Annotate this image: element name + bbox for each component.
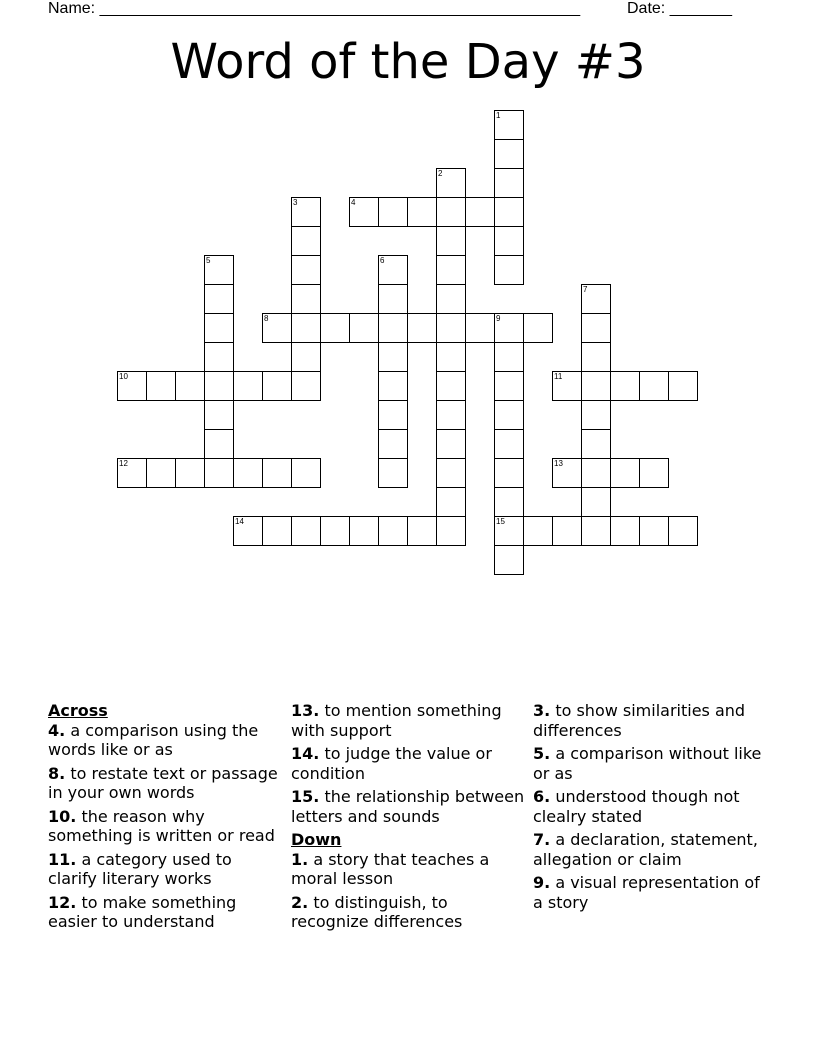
crossword-cell[interactable] <box>494 371 524 401</box>
crossword-cell[interactable] <box>494 516 524 546</box>
crossword-cell[interactable] <box>436 371 466 401</box>
clue-number: 3. <box>533 701 551 720</box>
crossword-cell[interactable] <box>436 458 466 488</box>
clue-text: a category used to clarify literary works <box>48 849 232 888</box>
cell-number: 3 <box>293 198 298 207</box>
crossword-cell[interactable] <box>494 342 524 372</box>
clue-number: 6. <box>533 787 551 806</box>
crossword-cell[interactable] <box>465 313 495 343</box>
clue-text: a story that teaches a moral lesson <box>291 849 490 888</box>
clue-number: 9. <box>533 873 551 892</box>
crossword-cell[interactable] <box>262 516 292 546</box>
crossword-cell[interactable] <box>436 516 466 546</box>
crossword-cell[interactable] <box>494 545 524 575</box>
crossword-cell[interactable] <box>291 516 321 546</box>
cell-number: 11 <box>554 372 563 381</box>
crossword-cell[interactable] <box>610 516 640 546</box>
clue-text: to judge the value or condition <box>291 744 492 783</box>
crossword-cell[interactable] <box>436 197 466 227</box>
crossword-cell[interactable] <box>581 371 611 401</box>
crossword-cell[interactable] <box>668 516 698 546</box>
cell-number: 7 <box>583 285 588 294</box>
clue-text: a declaration, statement, allegation or claim <box>533 830 758 869</box>
crossword-cell[interactable] <box>204 429 234 459</box>
clue-across-15 <box>291 787 526 826</box>
crossword-cell[interactable] <box>552 458 582 488</box>
crossword-cell[interactable] <box>436 342 466 372</box>
crossword-cell[interactable] <box>494 197 524 227</box>
across-heading: Across <box>48 701 108 720</box>
clue-down-1 <box>291 850 526 889</box>
clue-down-2 <box>291 893 526 932</box>
clue-across-11 <box>48 850 283 889</box>
crossword-cell[interactable] <box>117 458 147 488</box>
clue-text: to restate text or passage in your own words <box>48 763 278 802</box>
name-field-label: Name: ______________________________________________________ <box>48 0 581 17</box>
crossword-cell[interactable] <box>291 458 321 488</box>
clue-text: a comparison using the words like or as <box>48 720 259 759</box>
crossword-cell[interactable] <box>320 516 350 546</box>
clue-number: 14. <box>291 744 320 763</box>
clue-down-7 <box>533 830 768 869</box>
cell-number: 2 <box>438 169 443 178</box>
crossword-cell[interactable] <box>494 255 524 285</box>
crossword-cell[interactable] <box>581 313 611 343</box>
clue-number: 11. <box>48 849 77 869</box>
crossword-cell[interactable] <box>668 371 698 401</box>
crossword-cell[interactable] <box>204 400 234 430</box>
crossword-cell[interactable] <box>262 313 292 343</box>
crossword-cell[interactable] <box>639 516 669 546</box>
crossword-cell[interactable] <box>204 342 234 372</box>
clue-across-4 <box>48 721 283 760</box>
clue-across-12 <box>48 893 283 932</box>
crossword-cell[interactable] <box>378 313 408 343</box>
cell-number: 15 <box>496 517 505 526</box>
clue-text: a visual representation of a story <box>533 873 760 912</box>
clue-text: to show similarities and differences <box>533 701 746 740</box>
cell-number: 5 <box>206 256 211 265</box>
crossword-cell[interactable] <box>407 516 437 546</box>
clue-across-10 <box>48 807 283 846</box>
clue-number: 2. <box>291 892 309 912</box>
crossword-cell[interactable] <box>494 487 524 517</box>
clue-down-9 <box>533 873 768 912</box>
clue-number: 7. <box>533 830 551 849</box>
crossword-cell[interactable] <box>436 487 466 517</box>
crossword-cell[interactable] <box>233 458 263 488</box>
crossword-cell[interactable] <box>291 313 321 343</box>
crossword-cell[interactable] <box>175 371 205 401</box>
crossword-cell[interactable] <box>320 313 350 343</box>
clue-text: to distinguish, to recognize differences <box>291 892 463 931</box>
crossword-cell[interactable] <box>494 168 524 198</box>
clues-column-3 <box>533 701 768 916</box>
clue-text: the reason why something is written or read <box>48 806 275 845</box>
crossword-cell[interactable] <box>378 429 408 459</box>
clue-text: understood though not clealry stated <box>533 787 740 826</box>
crossword-cell[interactable] <box>378 284 408 314</box>
crossword-cell[interactable] <box>291 342 321 372</box>
cell-number: 12 <box>119 459 128 468</box>
crossword-cell[interactable] <box>204 284 234 314</box>
crossword-cell[interactable] <box>378 400 408 430</box>
clue-across-13 <box>291 701 526 740</box>
crossword-cell[interactable] <box>407 313 437 343</box>
clue-number: 4. <box>48 720 66 740</box>
cell-number: 6 <box>380 256 385 265</box>
crossword-cell[interactable] <box>204 255 234 285</box>
crossword-cell[interactable] <box>349 197 379 227</box>
crossword-cell[interactable] <box>436 284 466 314</box>
crossword-cell[interactable] <box>436 429 466 459</box>
crossword-cell[interactable] <box>639 458 669 488</box>
clue-number: 5. <box>533 744 551 763</box>
crossword-cell[interactable] <box>233 371 263 401</box>
crossword-cell[interactable] <box>378 342 408 372</box>
crossword-cell[interactable] <box>494 139 524 169</box>
cell-number: 13 <box>554 459 563 468</box>
clues-column-2 <box>291 701 526 936</box>
crossword-cell[interactable] <box>523 313 553 343</box>
clue-number: 13. <box>291 701 320 720</box>
clue-across-8 <box>48 764 283 803</box>
crossword-cell[interactable] <box>436 400 466 430</box>
crossword-cell[interactable] <box>610 371 640 401</box>
crossword-cell[interactable] <box>494 400 524 430</box>
crossword-cell[interactable] <box>262 371 292 401</box>
clue-down-6 <box>533 787 768 826</box>
crossword-cell[interactable] <box>378 371 408 401</box>
crossword-cell[interactable] <box>494 110 524 140</box>
clue-across-14 <box>291 744 526 783</box>
crossword-cell[interactable] <box>407 197 437 227</box>
clue-number: 8. <box>48 763 66 783</box>
crossword-cell[interactable] <box>175 458 205 488</box>
crossword-cell[interactable] <box>465 197 495 227</box>
crossword-cell[interactable] <box>436 255 466 285</box>
clue-text: a comparison without like or as <box>533 744 762 783</box>
cell-number: 1 <box>496 111 501 120</box>
crossword-cell[interactable] <box>291 255 321 285</box>
crossword-cell[interactable] <box>233 516 263 546</box>
crossword-cell[interactable] <box>378 197 408 227</box>
puzzle-title: Word of the Day #3 <box>170 34 646 90</box>
crossword-cell[interactable] <box>204 371 234 401</box>
crossword-cell[interactable] <box>378 255 408 285</box>
crossword-cell[interactable] <box>291 371 321 401</box>
crossword-cell[interactable] <box>349 516 379 546</box>
crossword-cell[interactable] <box>581 284 611 314</box>
cell-number: 14 <box>235 517 244 526</box>
crossword-cell[interactable] <box>378 458 408 488</box>
crossword-cell[interactable] <box>581 516 611 546</box>
down-heading: Down <box>291 830 342 849</box>
crossword-cell[interactable] <box>262 458 292 488</box>
crossword-cell[interactable] <box>581 400 611 430</box>
crossword-cell[interactable] <box>494 313 524 343</box>
crossword-cell[interactable] <box>552 371 582 401</box>
crossword-cell[interactable] <box>610 458 640 488</box>
crossword-cell[interactable] <box>291 284 321 314</box>
crossword-cell[interactable] <box>291 226 321 256</box>
crossword-cell[interactable] <box>146 371 176 401</box>
clue-number: 12. <box>48 892 77 912</box>
crossword-cell[interactable] <box>291 197 321 227</box>
crossword-cell[interactable] <box>552 516 582 546</box>
clue-text: to mention something with support <box>291 701 502 740</box>
clue-down-5 <box>533 744 768 783</box>
crossword-cell[interactable] <box>436 168 466 198</box>
cell-number: 9 <box>496 314 501 323</box>
crossword-cell[interactable] <box>523 516 553 546</box>
crossword-cell[interactable] <box>581 429 611 459</box>
crossword-cell[interactable] <box>378 516 408 546</box>
crossword-cell[interactable] <box>494 226 524 256</box>
crossword-cell[interactable] <box>117 371 147 401</box>
clue-number: 15. <box>291 787 320 806</box>
cell-number: 10 <box>119 372 128 381</box>
clue-text: the relationship between letters and sounds <box>291 787 525 826</box>
clue-number: 10. <box>48 806 77 826</box>
cell-number: 8 <box>264 314 269 323</box>
crossword-cell[interactable] <box>494 429 524 459</box>
clue-number: 1. <box>291 849 309 869</box>
crossword-cell[interactable] <box>436 313 466 343</box>
clues-column-1 <box>48 701 283 936</box>
crossword-cell[interactable] <box>494 458 524 488</box>
crossword-cell[interactable] <box>436 226 466 256</box>
crossword-cell[interactable] <box>581 458 611 488</box>
crossword-cell[interactable] <box>146 458 176 488</box>
date-field-label: Date: _______ <box>627 0 732 17</box>
crossword-cell[interactable] <box>581 487 611 517</box>
crossword-cell[interactable] <box>204 458 234 488</box>
cell-number: 4 <box>351 198 356 207</box>
crossword-cell[interactable] <box>639 371 669 401</box>
clue-text: to make something easier to understand <box>48 892 237 931</box>
crossword-cell[interactable] <box>581 342 611 372</box>
clue-down-3 <box>533 701 768 740</box>
crossword-cell[interactable] <box>204 313 234 343</box>
crossword-cell[interactable] <box>349 313 379 343</box>
